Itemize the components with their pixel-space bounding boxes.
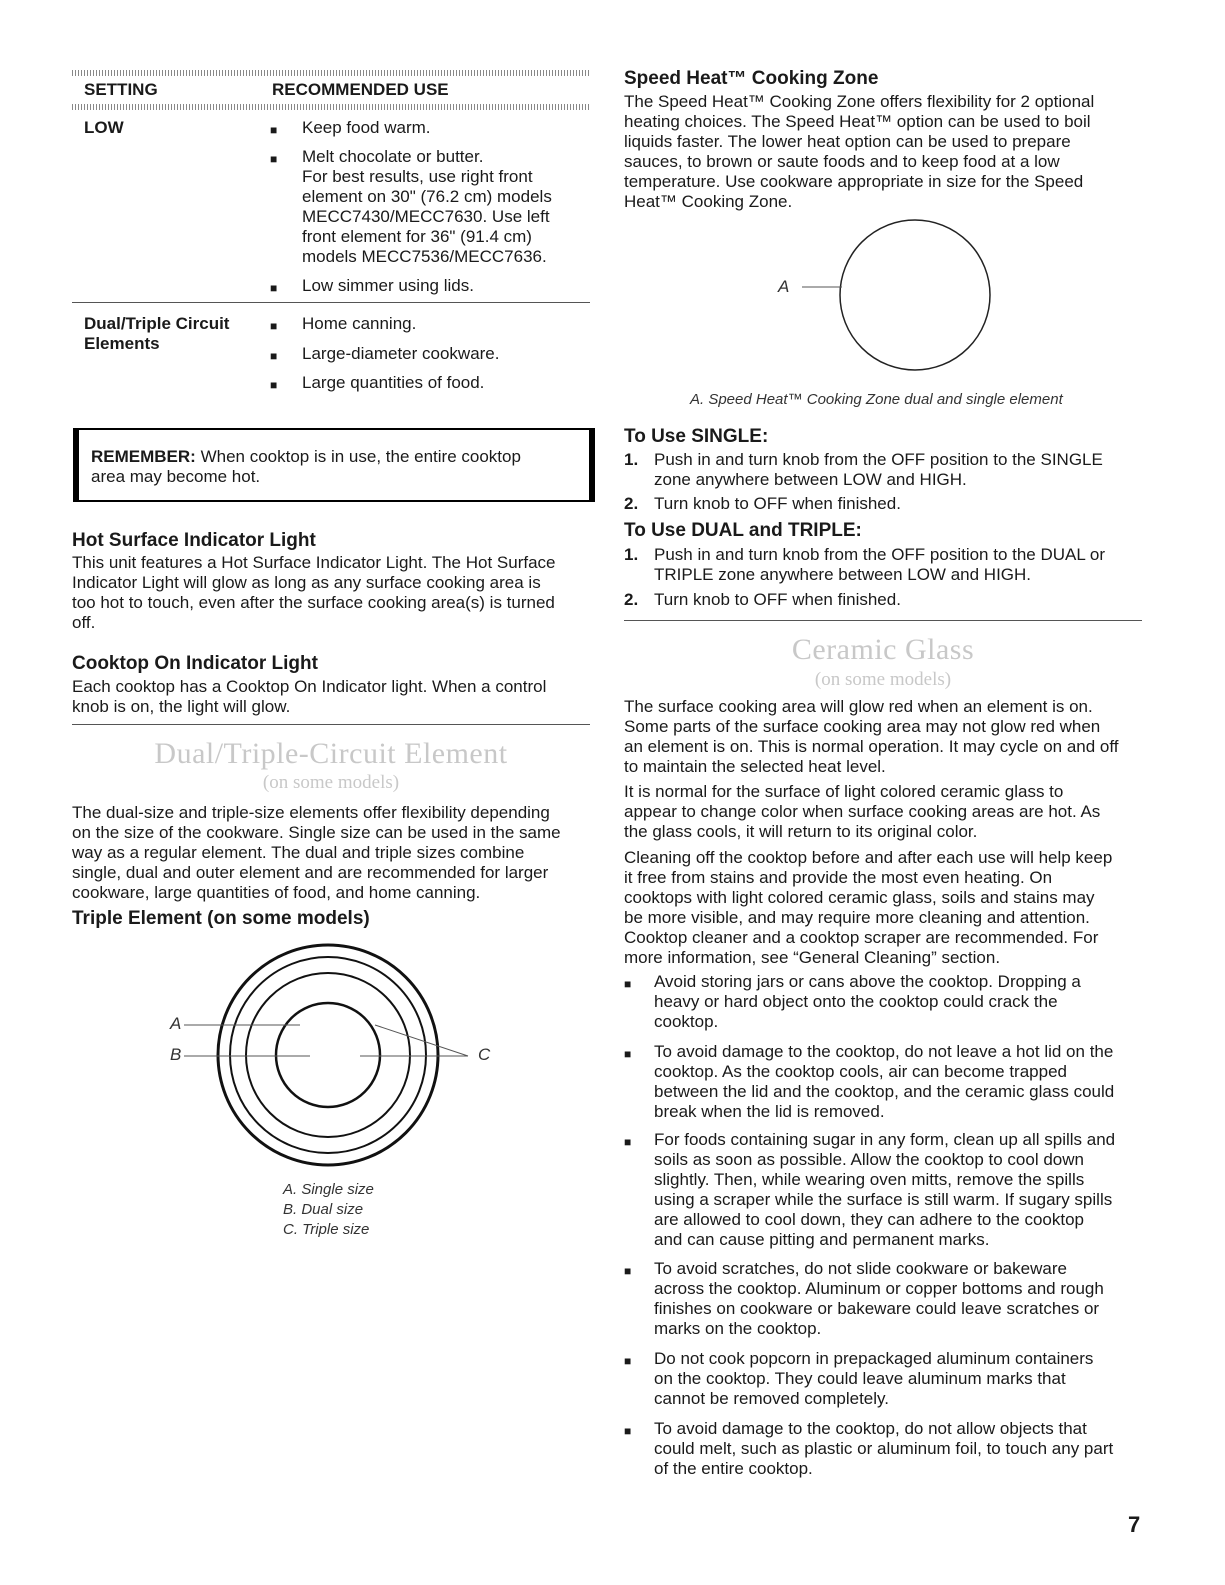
ceramic-para1-line: an element is on. This is normal operation. It may cycle on and off	[624, 737, 1119, 756]
dual-triple-title: Dual/Triple-Circuit Element	[154, 737, 508, 770]
remember-line2: area may become hot.	[91, 467, 261, 486]
ceramic-para1-line: The surface cooking area will glow red when an element is on.	[624, 697, 1093, 716]
ceramic-subtitle: (on some models)	[814, 669, 952, 690]
table-cell-use: Melt chocolate or butter.	[302, 147, 484, 166]
triple-ring-inner	[230, 957, 426, 1153]
ceramic-para3-line: Cleaning off the cooktop before and after each use will help keep	[624, 848, 1113, 867]
ceramic-bullet-line: using a scraper while the surface is still warm. If sugary spills	[654, 1190, 1113, 1209]
table-cell-use: Keep food warm.	[302, 118, 431, 137]
bullet-icon: ■	[270, 349, 278, 363]
bullet-icon: ■	[624, 1135, 632, 1149]
ceramic-bullet-line: break when the lid is removed.	[654, 1102, 885, 1121]
dual-ring	[246, 973, 410, 1137]
speed-heat-label-a: A	[778, 277, 790, 296]
bullet-icon: ■	[270, 378, 278, 392]
step-text: TRIPLE zone anywhere between LOW and HIGH.	[654, 565, 1032, 584]
ceramic-bullet-line: and can cause pitting and permanent marks.	[654, 1230, 990, 1249]
ceramic-bullet-line: cannot be removed completely.	[654, 1389, 889, 1408]
step-number: 2.	[624, 494, 639, 513]
step-text: Push in and turn knob from the OFF position to the DUAL or	[654, 545, 1106, 564]
ceramic-bullet-line: Do not cook popcorn in prepackaged aluminum containers	[654, 1349, 1094, 1368]
dual-triple-line: on the size of the cookware. Single size can be used in the same	[72, 823, 561, 842]
bullet-icon: ■	[270, 152, 278, 166]
table-cell-use: For best results, use right front	[302, 167, 533, 186]
hot-surface-line: too hot to touch, even after the surface cooking area(s) is turned	[72, 593, 555, 612]
table-cell-use: MECC7430/MECC7630. Use left	[302, 207, 550, 226]
bullet-icon: ■	[270, 281, 278, 295]
label-a: A	[170, 1014, 182, 1033]
table-cell-use: Home canning.	[302, 314, 417, 333]
ceramic-para3-line: be more visible, and may require more cleaning and attention.	[624, 908, 1090, 927]
label-b: B	[170, 1045, 182, 1064]
table-cell-use: models MECC7536/MECC7636.	[302, 247, 547, 266]
speed-heat-line: liquids faster. The lower heat option can be used to prepare	[624, 132, 1071, 151]
bullet-icon: ■	[624, 1354, 632, 1368]
ceramic-para2-line: It is normal for the surface of light colored ceramic glass to	[624, 782, 1064, 801]
ceramic-para3-line: it free from stains and provide the most even heating. On	[624, 868, 1053, 887]
single-ring	[276, 1003, 380, 1107]
table-cell-use: Large quantities of food.	[302, 373, 485, 392]
bullet-icon: ■	[624, 1047, 632, 1061]
table-cell-use: front element for 36" (91.4 cm)	[302, 227, 532, 246]
table-cell-setting: Dual/Triple Circuit	[84, 314, 230, 333]
dual-triple-line: The dual-size and triple-size elements offer flexibility depending	[72, 803, 550, 822]
ceramic-bullet-line: cooktop.	[654, 1012, 719, 1031]
ceramic-bullet-line: between the lid and the cooktop, and the ceramic glass could	[654, 1082, 1115, 1101]
cooktop-on-line: Each cooktop has a Cooktop On Indicator light. When a control	[72, 677, 547, 696]
table-header-use: RECOMMENDED USE	[272, 80, 449, 99]
speed-heat-line: Heat™ Cooking Zone.	[624, 192, 793, 211]
ceramic-title: Ceramic Glass	[791, 633, 975, 666]
step-number: 1.	[624, 545, 639, 564]
triple-element-diagram	[160, 940, 500, 1180]
page-number: 7	[1128, 1512, 1141, 1537]
table-top-rule	[72, 70, 590, 76]
label-c: C	[478, 1045, 491, 1064]
step-text: zone anywhere between LOW and HIGH.	[654, 470, 967, 489]
hot-surface-line: off.	[72, 613, 96, 632]
speed-heat-line: heating choices. The Speed Heat™ option can be used to boil	[624, 112, 1091, 131]
ceramic-bullet-line: To avoid damage to the cooktop, do not allow objects that	[654, 1419, 1087, 1438]
table-header-rule	[72, 104, 590, 110]
table-cell-use: element on 30" (76.2 cm) models	[302, 187, 552, 206]
ceramic-bullet-line: heavy or hard object onto the cooktop could crack the	[654, 992, 1058, 1011]
speed-heat-line: temperature. Use cookware appropriate in size for the Speed	[624, 172, 1084, 191]
ceramic-bullet-line: For foods containing sugar in any form, clean up all spills and	[654, 1130, 1116, 1149]
remember-text	[91, 447, 581, 467]
ceramic-para1-line: to maintain the selected heat level.	[624, 757, 886, 776]
step-text: Turn knob to OFF when finished.	[654, 590, 901, 609]
ceramic-bullet-line: marks on the cooktop.	[654, 1319, 822, 1338]
table-row-rule	[72, 302, 590, 303]
section-rule	[72, 724, 590, 725]
use-dual-heading: To Use DUAL and TRIPLE:	[624, 520, 862, 541]
caption-a: A. Single size	[283, 1181, 374, 1198]
remember-label: REMEMBER:	[91, 447, 196, 466]
ceramic-bullet-line: finishes on cookware or bakeware could leave scratches or	[654, 1299, 1100, 1318]
dual-triple-line: single, dual and outer element and are recommended for larger	[72, 863, 549, 882]
triple-ring	[218, 945, 438, 1165]
hot-surface-line: This unit features a Hot Surface Indicator Light. The Hot Surface	[72, 553, 556, 572]
ceramic-para3-line: Cooktop cleaner and a cooktop scraper are recommended. For	[624, 928, 1099, 947]
caption-c: C. Triple size	[283, 1221, 370, 1238]
cooktop-on-heading: Cooktop On Indicator Light	[72, 653, 318, 674]
remember-line1: When cooktop is in use, the entire cooktop	[195, 447, 521, 466]
step-number: 1.	[624, 450, 639, 469]
ceramic-bullet-line: To avoid damage to the cooktop, do not leave a hot lid on the	[654, 1042, 1114, 1061]
speed-heat-ring	[840, 220, 990, 370]
bullet-icon: ■	[624, 1424, 632, 1438]
ceramic-para1-line: Some parts of the surface cooking area may not glow red when	[624, 717, 1101, 736]
table-header-setting: SETTING	[84, 80, 158, 99]
table-cell-use: Low simmer using lids.	[302, 276, 474, 295]
bullet-icon: ■	[270, 319, 278, 333]
step-text: Turn knob to OFF when finished.	[654, 494, 901, 513]
speed-heat-line: The Speed Heat™ Cooking Zone offers flexibility for 2 optional	[624, 92, 1095, 111]
step-number: 2.	[624, 590, 639, 609]
ceramic-bullet-line: To avoid scratches, do not slide cookware or bakeware	[654, 1259, 1067, 1278]
cooktop-on-line: knob is on, the light will glow.	[72, 697, 291, 716]
dual-triple-subtitle: (on some models)	[262, 772, 400, 793]
section-rule	[624, 620, 1142, 621]
bullet-icon: ■	[624, 977, 632, 991]
ceramic-bullet-line: Avoid storing jars or cans above the cooktop. Dropping a	[654, 972, 1081, 991]
table-cell-use: Large-diameter cookware.	[302, 344, 500, 363]
caption-b: B. Dual size	[283, 1201, 364, 1218]
use-single-heading: To Use SINGLE:	[624, 426, 769, 447]
ceramic-para3-line: more information, see “General Cleaning” section.	[624, 948, 1001, 967]
bullet-icon: ■	[624, 1264, 632, 1278]
hot-surface-line: Indicator Light will glow as long as any surface cooking area is	[72, 573, 541, 592]
ceramic-bullet-line: of the entire cooktop.	[654, 1459, 813, 1478]
ceramic-para2-line: the glass cools, it will return to its original color.	[624, 822, 978, 841]
ceramic-bullet-line: soils as soon as possible. Allow the cooktop to cool down	[654, 1150, 1084, 1169]
speed-heat-caption: A. Speed Heat™ Cooking Zone dual and single element	[690, 391, 1063, 408]
bullet-icon: ■	[270, 123, 278, 137]
dual-triple-line: cookware, large quantities of food, and home canning.	[72, 883, 481, 902]
ceramic-bullet-line: are allowed to cool down, they can adhere to the cooktop	[654, 1210, 1085, 1229]
table-cell-setting: LOW	[84, 118, 124, 137]
dual-triple-line: way as a regular element. The dual and triple sizes combine	[72, 843, 525, 862]
ceramic-bullet-line: slightly. Then, while wearing oven mitts, remove the spills	[654, 1170, 1085, 1189]
speed-heat-diagram	[780, 215, 1010, 385]
speed-heat-line: sauces, to brown or saute foods and to keep food at a low	[624, 152, 1060, 171]
hot-surface-heading: Hot Surface Indicator Light	[72, 530, 316, 551]
ceramic-bullet-line: on the cooktop. They could leave aluminum marks that	[654, 1369, 1066, 1388]
speed-heat-heading: Speed Heat™ Cooking Zone	[624, 68, 879, 89]
ceramic-bullet-line: could melt, such as plastic or aluminum foil, to touch any part	[654, 1439, 1114, 1458]
ceramic-para2-line: appear to change color when surface cooking areas are hot. As	[624, 802, 1101, 821]
triple-element-heading: Triple Element (on some models)	[72, 908, 370, 929]
ceramic-bullet-line: across the cooktop. Aluminum or copper bottoms and rough	[654, 1279, 1104, 1298]
leader-c2	[375, 1025, 468, 1056]
table-cell-setting: Elements	[84, 334, 160, 353]
ceramic-para3-line: cooktops with light colored ceramic glass, soils and stains may	[624, 888, 1095, 907]
step-text: Push in and turn knob from the OFF position to the SINGLE	[654, 450, 1103, 469]
ceramic-bullet-line: cooktop. As the cooktop cools, air can become trapped	[654, 1062, 1067, 1081]
